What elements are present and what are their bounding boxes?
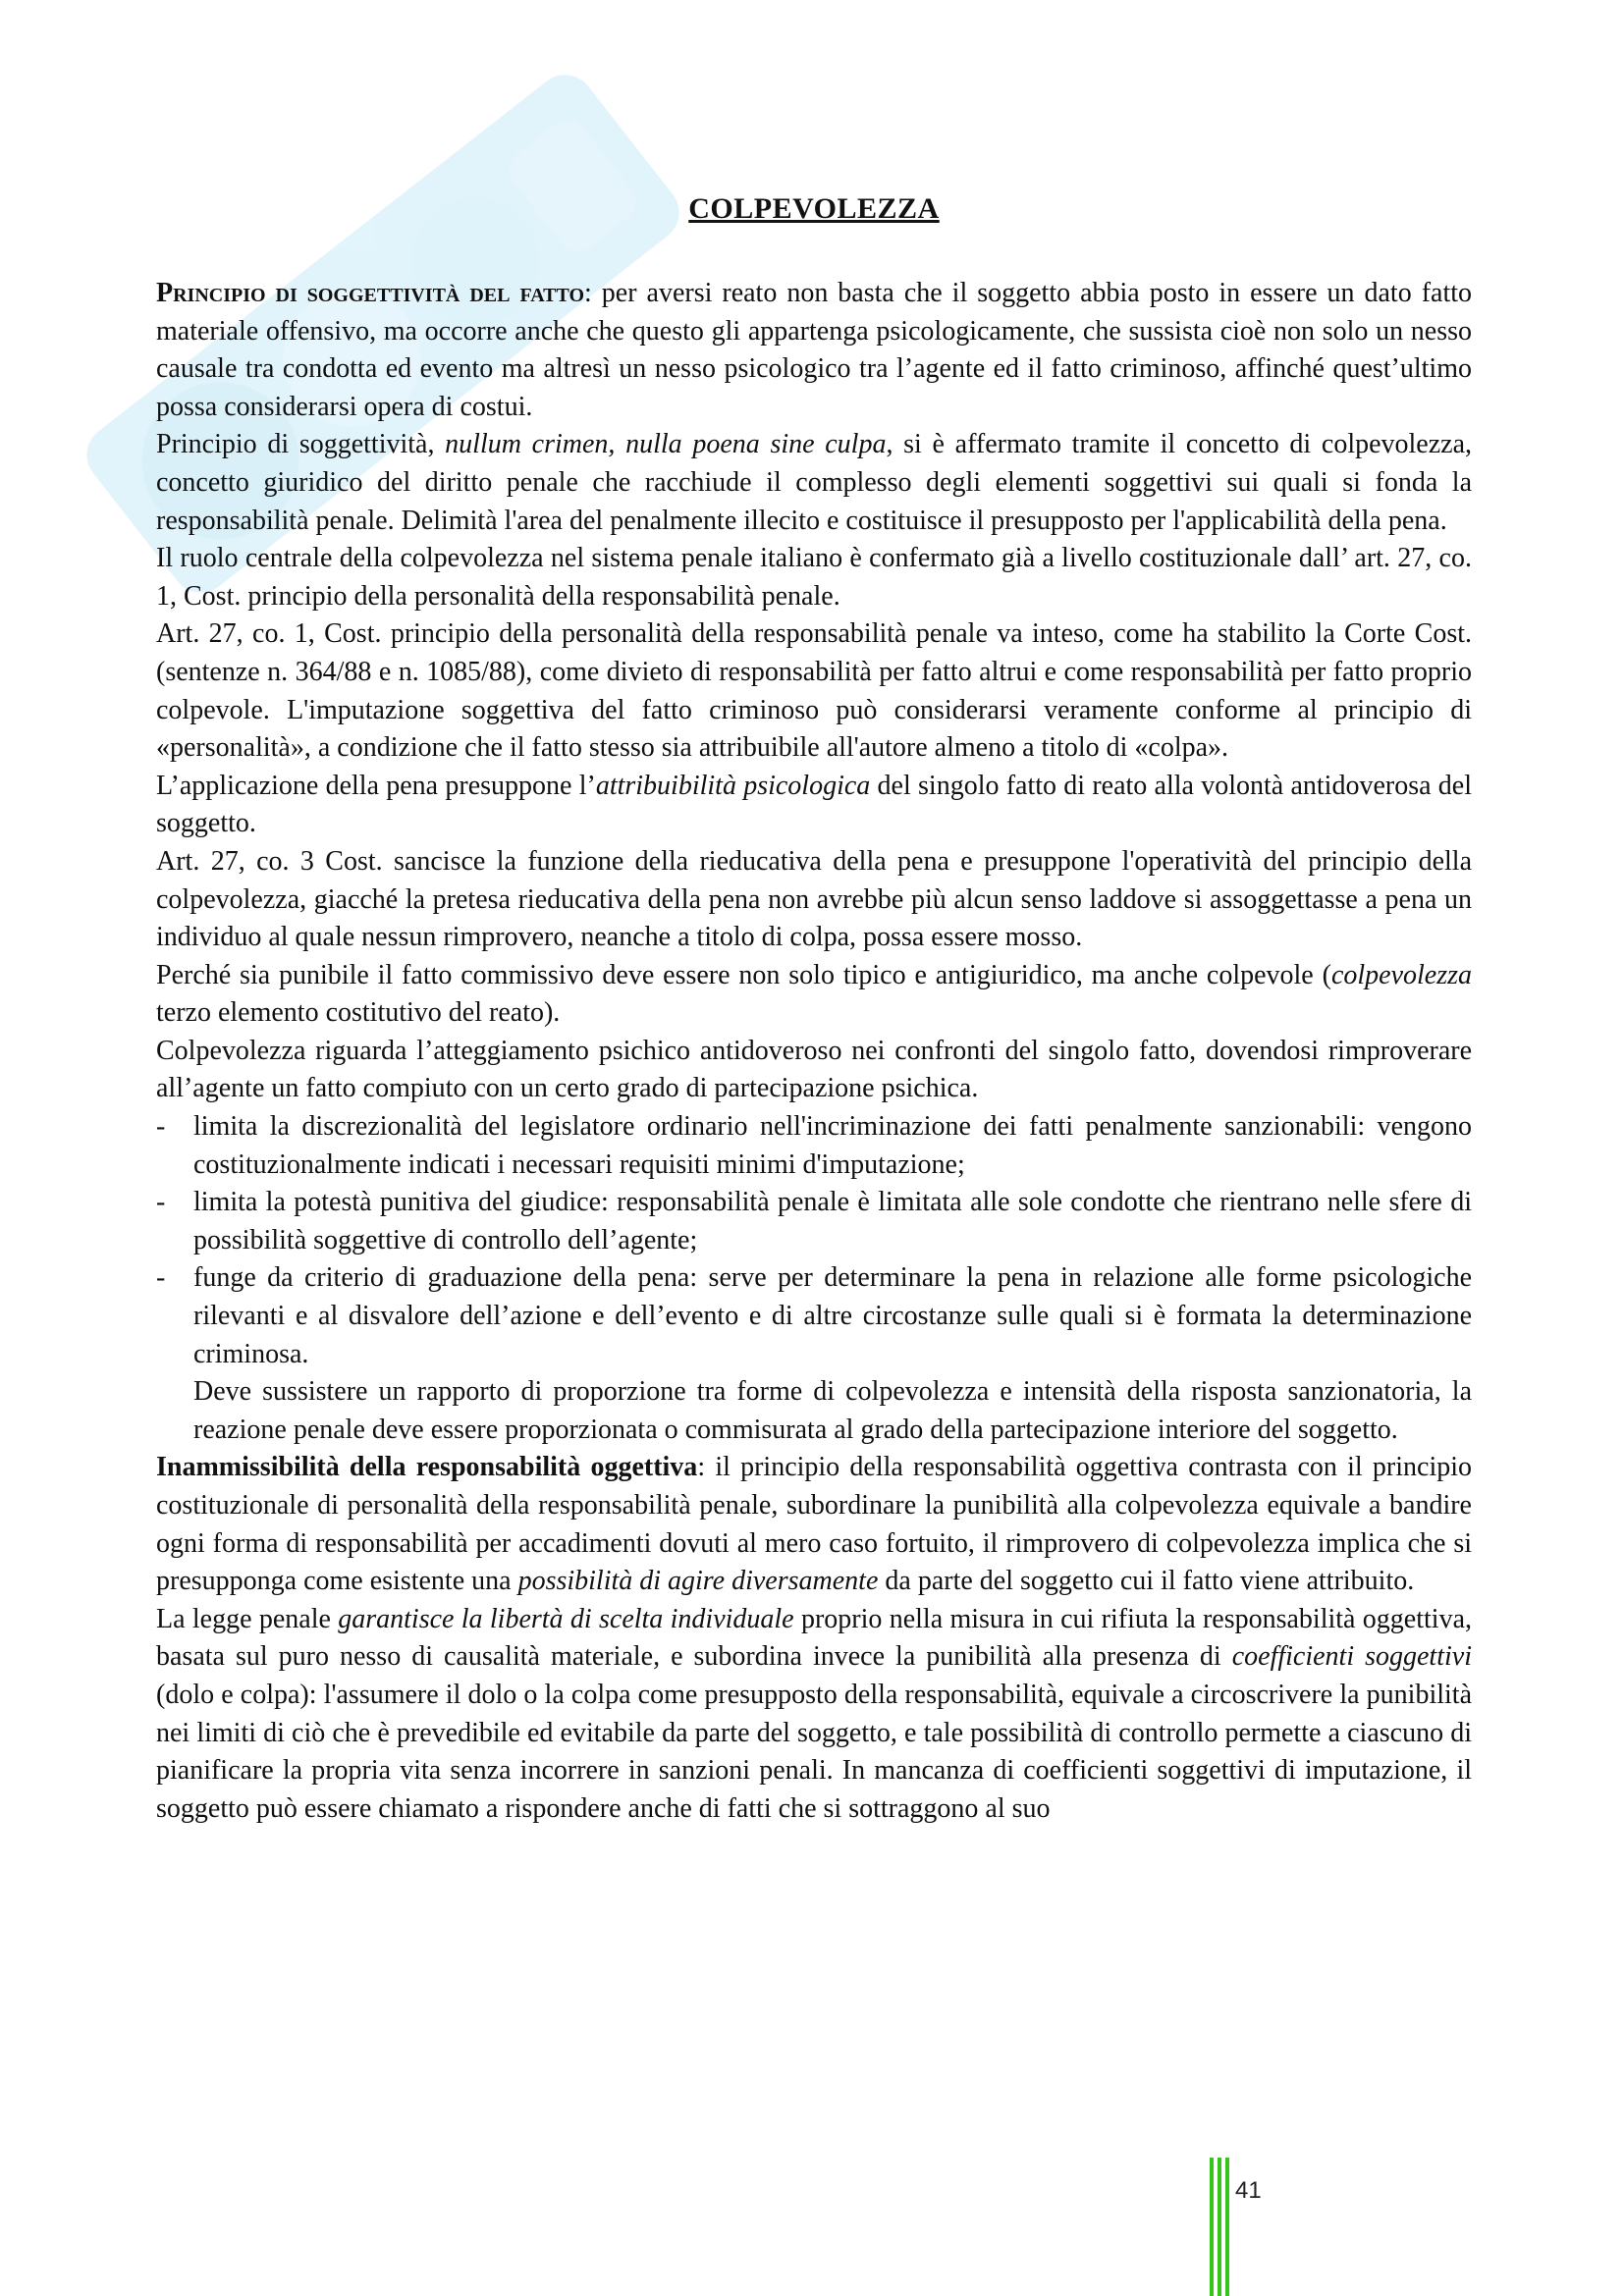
paragraph-text: L’applicazione della pena presuppone l’	[156, 770, 596, 801]
paragraph-ruolo-centrale: Il ruolo centrale della colpevolezza nel sistema penale italiano è confermato già a livello costituzionale dall’ art. 27, co. 1, Cost. principio della personalità della responsabilità penale.	[156, 543, 1472, 612]
term-principio-soggettivita: Principio di soggettività del fatto	[156, 278, 585, 308]
page-footer	[1210, 2158, 1318, 2296]
emphasis: coefficienti soggettivi	[1231, 1641, 1472, 1673]
paragraph-text: Principio di soggettività,	[156, 429, 446, 460]
paragraph-punibile	[156, 957, 1472, 1033]
latin-phrase: nullum crimen, nulla poena sine culpa	[445, 429, 887, 460]
paragraph-atteggiamento-psichico: Colpevolezza riguarda l’atteggiamento psichico antidoveroso nei confronti del singolo fatto, dovendosi rimproverare all’agente un fatto compiuto con un certo grado di partecipazione psichica.	[156, 1035, 1472, 1104]
list-item: - limita la discrezionalità del legislatore ordinario nell'incriminazione dei fatti penalmente sanzionabili: vengono costituzionalmente indicati i necessari requisiti minimi d'imputazione;	[156, 1108, 1472, 1184]
list-item: - funge da criterio di graduazione della pena: serve per determinare la pena in relazione alle forme psicologiche rilevanti e al disvalore dell’azione e dell’evento e di altre circostanze sulle quali si è formata la determinazione criminosa.	[156, 1259, 1472, 1373]
paragraph-text: : per aversi reato non basta che il soggetto abbia posto in essere un dato fatto materiale offensivo, ma occorre anche che questo gli appartenga psicologicamente, che sussista cioè non solo un nesso causale tra condotta ed evento ma altresì un nesso psicologico tra l’agente ed il fatto criminoso, affinché quest’ultimo possa considerarsi opera di costui.	[156, 278, 1473, 422]
paragraph-text: del singolo fatto di reato alla volontà antidoverosa del soggetto.	[156, 770, 1472, 839]
document-page	[156, 192, 1472, 1828]
paragraph-applicazione-pena	[156, 768, 1472, 843]
term-inammissibilita: Inammissibilità della responsabilità oggettiva	[156, 1452, 698, 1483]
paragraph-text: : il principio della responsabilità oggettiva contrasta con il principio costituzionale di personalità della responsabilità penale, subordinare la punibilità alla colpevolezza equivale a bandire ogni forma di responsabilità per accadimenti dovuti al mero caso fortuito, il rimprovero di colpevolezza implica che si presupponga come esistente una	[156, 1452, 1472, 1597]
paragraph-proporzione: Deve sussistere un rapporto di proporzione tra forme di colpevolezza e intensità della risposta sanzionatoria, la reazione penale deve essere proporzionata o commisurata al grado della partecipazione interiore del soggetto.	[193, 1376, 1472, 1445]
footer-bar	[1218, 2158, 1221, 2296]
page-number: 41	[1235, 2177, 1262, 2204]
paragraph-text: La legge penale	[156, 1603, 339, 1634]
list-item: - limita la potestà punitiva del giudice: responsabilità penale è limitata alle sole condotte che rientrano nelle sfere di possibilità soggettive di controllo dell’agente;	[156, 1184, 1472, 1259]
footer-bar	[1225, 2158, 1229, 2296]
paragraph-principio-soggettivita	[156, 275, 1472, 426]
paragraph-legge-penale	[156, 1601, 1472, 1829]
paragraph-text: (dolo e colpa): l'assumere il dolo o la colpa come presupposto della responsabilità, equivale a circoscrivere la punibilità nei limiti di ciò che è prevedibile ed evitabile da parte del soggetto, e tale possibilità di controllo permette a ciascuno di pianificare la propria vita senza incorrere in sanzioni penali. In mancanza di coefficienti soggettivi di imputazione, il soggetto può essere chiamato a rispondere anche di fatti che si sottraggono al suo	[156, 1679, 1472, 1824]
page-title: COLPEVOLEZZA	[688, 192, 940, 225]
paragraph-text: Perché sia punibile il fatto commissivo deve essere non solo tipico e antigiuridico, ma anche colpevole (	[156, 959, 1331, 990]
paragraph-art-27-co1: Art. 27, co. 1, Cost. principio della personalità della responsabilità penale va inteso, come ha stabilito la Corte Cost. (sentenze n. 364/88 e n. 1085/88), come divieto di responsabilità per fatto altrui e come responsabilità per fatto proprio colpevole. L'imputazione soggettiva del fatto criminoso può considerarsi veramente conforme al principio di «personalità», a condizione che il fatto stesso sia attribuibile all'autore almeno a titolo di «colpa».	[156, 618, 1472, 764]
paragraph-text: da parte del soggetto cui il fatto viene attribuito.	[878, 1566, 1415, 1597]
emphasis: garantisce la libertà di scelta individuale	[338, 1603, 794, 1634]
function-list	[156, 1108, 1472, 1373]
emphasis: attribuibilità psicologica	[595, 770, 871, 801]
paragraph-text: , si è affermato tramite il concetto di colpevolezza, concetto giuridico del diritto penale che racchiude il complesso degli elementi soggettivi sui quali si fonda la responsabilità penale. Delimità l'area del penalmente illecito e costituisce il presupposto per l'applicabilità della pena.	[156, 429, 1473, 536]
paragraph-art-27-co3: Art. 27, co. 3 Cost. sancisce la funzione della rieducativa della pena e presuppone l'operatività del principio della colpevolezza, giacché la pretesa rieducativa della pena non avrebbe più alcun senso laddove si assoggettasse a pena un individuo al quale nessun rimprovero, neanche a titolo di colpa, possa essere mosso.	[156, 845, 1472, 953]
paragraph-text: terzo elemento costitutivo del reato).	[156, 997, 561, 1029]
emphasis: possibilità di agire diversamente	[517, 1566, 879, 1597]
paragraph-text: proprio nella misura in cui rifiuta la responsabilità oggettiva, basata sul puro nesso di causalità materiale, e subordina invece la punibilità alla presenza di	[156, 1603, 1472, 1673]
paragraph-inammissibilita	[156, 1449, 1472, 1600]
emphasis: colpevolezza	[1330, 959, 1472, 990]
footer-bar	[1210, 2158, 1214, 2296]
paragraph-nullum-crimen	[156, 426, 1472, 540]
